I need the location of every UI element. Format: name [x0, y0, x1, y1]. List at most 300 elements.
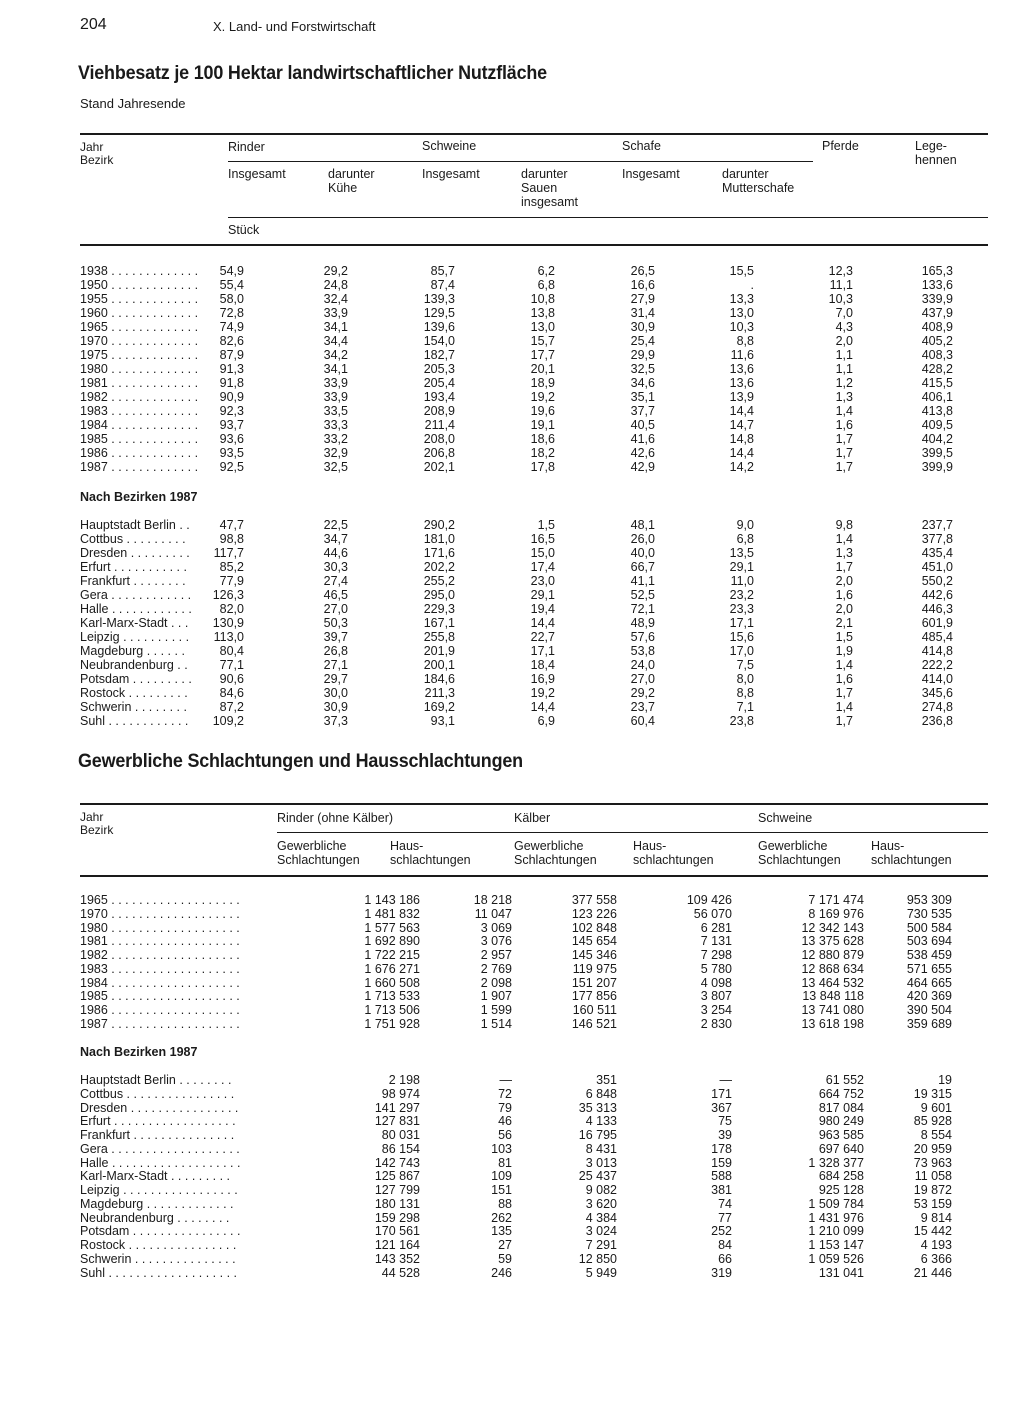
table-cell: 1 509 784: [808, 1196, 864, 1211]
table-row: [80, 306, 960, 320]
table-cell: 180 131: [374, 1196, 420, 1211]
table-cell: 18,6: [530, 432, 555, 446]
table-cell: 13,3: [729, 292, 754, 306]
table-cell: 14,7: [729, 418, 754, 432]
table-cell: 133,6: [921, 278, 953, 292]
table-cell: 16,9: [530, 672, 555, 686]
table-cell: 3 254: [700, 1003, 732, 1017]
table-cell: 23,3: [729, 602, 754, 616]
table-cell: 169,2: [423, 700, 455, 714]
table2-header-rinder-haus: Haus- schlachtungen: [390, 839, 471, 867]
table-cell: 119 975: [572, 961, 617, 976]
table-cell: 252: [711, 1224, 732, 1239]
table1-header-rinder-insgesamt: Insgesamt: [228, 167, 286, 181]
table-cell: 58,0: [219, 292, 244, 306]
table-cell: 404,2: [921, 432, 953, 446]
row-label: 1965 . . . . . . . . . . . . .: [80, 320, 199, 334]
table-cell: 30,9: [630, 320, 655, 334]
table-cell: 59: [498, 1251, 512, 1266]
row-label: Potsdam . . . . . . . . .: [80, 672, 192, 686]
table-cell: 82,6: [219, 334, 244, 348]
table-cell: 17,7: [530, 348, 555, 362]
table-row: [80, 390, 960, 404]
table-cell: 1,1: [835, 362, 853, 376]
table-cell: 27,1: [323, 658, 348, 672]
table-cell: 27,4: [323, 574, 348, 588]
table-row: [80, 949, 960, 963]
table-cell: 145 346: [571, 948, 617, 962]
table-cell: 255,8: [423, 630, 455, 644]
table-row: [80, 574, 960, 588]
row-label: 1982 . . . . . . . . . . . . .: [80, 390, 199, 404]
table-cell: 27,9: [630, 292, 655, 306]
table-row: [80, 630, 960, 644]
table-cell: 19,1: [530, 418, 555, 432]
table-cell: 32,4: [323, 292, 348, 306]
row-label: 1975 . . . . . . . . . . . . .: [80, 348, 199, 362]
table-row: [80, 292, 960, 306]
table-cell: 48,1: [630, 518, 655, 532]
table-cell: 435,4: [921, 546, 953, 560]
row-label: 1984 . . . . . . . . . . . . . . . . . . .: [80, 976, 240, 990]
table-cell: 1 431 976: [808, 1210, 864, 1225]
table1-header-schweine: Schweine: [422, 139, 477, 153]
row-label: Neubrandenburg . .: [80, 658, 188, 672]
table-cell: 413,8: [921, 404, 953, 418]
table-cell: 415,5: [921, 376, 953, 390]
table-row: [80, 278, 960, 292]
table-row: [80, 376, 960, 390]
table-cell: 1,4: [835, 658, 853, 672]
table-cell: 10,3: [729, 320, 754, 334]
table-cell: 9 814: [920, 1210, 952, 1225]
row-label: Frankfurt . . . . . . . .: [80, 574, 186, 588]
table-row: [80, 1074, 960, 1088]
table-cell: 98 974: [381, 1086, 420, 1101]
table-row: [80, 1143, 960, 1157]
table-cell: 54,9: [219, 264, 244, 278]
table-row: [80, 518, 960, 532]
table-cell: 19: [938, 1073, 952, 1087]
table-cell: 109 426: [686, 893, 732, 907]
table-cell: 27,0: [630, 672, 655, 686]
table-cell: 1,7: [835, 460, 853, 474]
table-cell: 211,4: [424, 418, 455, 432]
table-cell: 26,8: [323, 644, 348, 658]
table-cell: 351: [596, 1073, 617, 1087]
row-label: Frankfurt . . . . . . . . . . . . . . .: [80, 1129, 235, 1142]
table-cell: 139,3: [423, 292, 455, 306]
table-cell: 33,9: [323, 376, 348, 390]
table-cell: 9 601: [920, 1100, 952, 1115]
table-cell: 6 366: [920, 1251, 952, 1266]
table-cell: 2 198: [388, 1073, 420, 1087]
row-label: Gera . . . . . . . . . . . . . . . . . . .: [80, 1142, 240, 1156]
table-cell: 18,9: [530, 376, 555, 390]
table-cell: 88: [498, 1196, 512, 1211]
table-cell: 143 352: [374, 1251, 420, 1266]
table-cell: 14,2: [729, 460, 754, 474]
table-cell: 10,3: [828, 292, 853, 306]
table-cell: 13,8: [530, 306, 555, 320]
table-cell: 1,7: [835, 432, 853, 446]
chapter-title: X. Land- und Forstwirtschaft: [213, 19, 376, 34]
table-cell: 30,0: [323, 686, 348, 700]
table-cell: 390 504: [906, 1003, 952, 1017]
table-cell: 29,1: [729, 560, 754, 574]
row-label: 1970 . . . . . . . . . . . . . . . . . . .: [80, 907, 240, 921]
table-row: [80, 700, 960, 714]
table-cell: 159: [711, 1155, 732, 1170]
row-label: 1970 . . . . . . . . . . . . .: [80, 334, 199, 348]
table-cell: .: [750, 278, 754, 292]
table-cell: 12 850: [578, 1251, 617, 1266]
table-cell: 15,6: [729, 630, 754, 644]
table-cell: 399,9: [921, 460, 953, 474]
table-cell: 79: [498, 1100, 512, 1115]
table-cell: 1,6: [835, 418, 853, 432]
table-cell: 730 535: [906, 906, 952, 921]
table-row: [80, 1115, 960, 1129]
table-cell: 405,2: [921, 334, 953, 348]
table1-header-rinder: Rinder: [228, 140, 265, 154]
table-cell: 18,4: [530, 658, 555, 672]
table-cell: 953 309: [906, 893, 952, 907]
table-cell: 84: [718, 1238, 732, 1252]
table-cell: 1 713 506: [364, 1003, 420, 1017]
table-cell: 44 528: [381, 1265, 420, 1280]
table-cell: 154,0: [423, 334, 455, 348]
table-row: [80, 320, 960, 334]
table-cell: 103: [491, 1141, 512, 1156]
table-cell: 10,8: [530, 292, 555, 306]
row-label: Halle . . . . . . . . . . . . . . . . . . .: [80, 1156, 241, 1170]
table-cell: 2,0: [835, 602, 853, 616]
table-cell: 81: [498, 1155, 512, 1170]
table-cell: 31,4: [630, 306, 655, 320]
table-cell: 85 928: [913, 1114, 952, 1129]
table-cell: 60,4: [630, 714, 655, 728]
table-cell: 53 159: [913, 1196, 952, 1211]
table-row: [80, 588, 960, 602]
table-cell: 91,3: [219, 362, 244, 376]
table-cell: 3 013: [585, 1155, 617, 1170]
table-cell: 74,9: [219, 320, 244, 334]
table-cell: 15 442: [913, 1224, 952, 1239]
table-cell: 1 713 533: [364, 989, 420, 1004]
table-cell: 1,6: [835, 672, 853, 686]
table-cell: 262: [491, 1210, 512, 1225]
table-cell: 56: [498, 1128, 512, 1142]
table-row: [80, 1018, 960, 1032]
table-cell: 14,4: [729, 446, 754, 460]
table-cell: 6,9: [537, 714, 555, 728]
table-cell: 201,9: [423, 644, 455, 658]
table-cell: 24,8: [323, 278, 348, 292]
table-cell: 485,4: [921, 630, 953, 644]
table-cell: 9 082: [585, 1183, 617, 1197]
table-cell: 12 880 879: [801, 948, 864, 962]
table1-unit-label: Stück: [228, 223, 260, 237]
table-cell: 34,7: [323, 532, 348, 546]
table-cell: 414,0: [921, 672, 953, 686]
row-label: Leipzig . . . . . . . . . . . . . . . . .: [80, 1184, 238, 1197]
table-cell: 1 722 215: [364, 948, 420, 962]
table-cell: 255,2: [423, 574, 455, 588]
table-cell: 503 694: [906, 934, 952, 949]
table-cell: 1 660 508: [364, 975, 420, 990]
table-cell: 13 848 118: [802, 989, 864, 1004]
table-row: [80, 404, 960, 418]
table-cell: 1,1: [835, 348, 853, 362]
table-cell: 19,4: [530, 602, 555, 616]
table-cell: 339,9: [921, 292, 953, 306]
table-cell: 46,5: [323, 588, 348, 602]
table-cell: 44,6: [323, 546, 348, 560]
table-cell: 34,6: [630, 376, 655, 390]
table-cell: 29,2: [323, 264, 348, 278]
table-cell: 202,2: [423, 560, 455, 574]
table-cell: 90,6: [219, 672, 244, 686]
table-cell: 4 098: [700, 975, 732, 990]
table-cell: 23,0: [530, 574, 555, 588]
table-cell: 246: [491, 1265, 512, 1280]
table-cell: 39: [718, 1128, 732, 1142]
table1-header-bottom-rule: [80, 244, 988, 246]
table-cell: 11,6: [730, 348, 754, 362]
table-cell: 145 654: [571, 934, 617, 949]
table-cell: 17,1: [729, 616, 754, 630]
table-cell: 406,1: [921, 390, 953, 404]
table-cell: 1 692 890: [364, 934, 420, 949]
table-cell: 117,7: [213, 546, 244, 560]
table-cell: 42,6: [630, 446, 655, 460]
table-cell: 53,8: [630, 644, 655, 658]
table-cell: 684 258: [818, 1169, 864, 1184]
table-cell: 33,3: [323, 418, 348, 432]
table-row: [80, 1212, 960, 1226]
table-cell: 19,2: [530, 390, 555, 404]
table-cell: 165,3: [921, 264, 953, 278]
table-row: [80, 1184, 960, 1198]
table-cell: 193,4: [423, 390, 455, 404]
row-label: 1986 . . . . . . . . . . . . .: [80, 446, 199, 460]
table-cell: 86 154: [381, 1141, 420, 1156]
table-cell: 550,2: [921, 574, 953, 588]
table-cell: 1,4: [835, 532, 853, 546]
table2-header-bottom-rule: [80, 875, 988, 877]
table-cell: 61 552: [825, 1073, 864, 1087]
table-cell: 15,0: [530, 546, 555, 560]
table-cell: 8,8: [736, 686, 754, 700]
table-cell: 6,2: [537, 264, 555, 278]
row-label: Karl-Marx-Stadt . . .: [80, 616, 189, 630]
table-cell: 39,7: [323, 630, 348, 644]
table-row: [80, 532, 960, 546]
row-label: 1980 . . . . . . . . . . . . .: [80, 362, 199, 376]
table-cell: 14,8: [729, 432, 754, 446]
table-cell: 126,3: [212, 588, 244, 602]
table-cell: 571 655: [906, 961, 952, 976]
table-cell: 1,7: [835, 560, 853, 574]
table-cell: 55,4: [219, 278, 244, 292]
table-cell: 1 907: [480, 989, 512, 1004]
table-cell: 93,1: [430, 714, 455, 728]
table-cell: 20 959: [913, 1141, 952, 1156]
table-cell: 17,0: [729, 644, 754, 658]
table-cell: 538 459: [906, 948, 952, 962]
table-cell: 32,9: [323, 446, 348, 460]
table-cell: 182,7: [423, 348, 455, 362]
row-label: Schwerin . . . . . . . .: [80, 700, 187, 714]
table-cell: 178: [711, 1141, 732, 1156]
table-cell: 98,8: [219, 532, 244, 546]
table-cell: 30,3: [323, 560, 348, 574]
table-cell: 2 769: [480, 961, 512, 976]
table-cell: 19,2: [530, 686, 555, 700]
table-cell: 1,7: [835, 446, 853, 460]
table-cell: 420 369: [906, 989, 952, 1004]
table-cell: 6,8: [537, 278, 555, 292]
table-cell: 377,8: [921, 532, 953, 546]
table-cell: 41,6: [630, 432, 655, 446]
table-cell: 16 795: [578, 1128, 617, 1142]
table-cell: 13,0: [530, 320, 555, 334]
table-cell: 29,7: [323, 672, 348, 686]
row-label: 1981 . . . . . . . . . . . . . . . . . . .: [80, 935, 240, 949]
row-label: 1982 . . . . . . . . . . . . . . . . . . .: [80, 949, 240, 962]
table-cell: 359 689: [906, 1016, 952, 1031]
table-row: [80, 362, 960, 376]
table-cell: 24,0: [630, 658, 655, 672]
table-cell: 1,5: [835, 630, 853, 644]
table1-header-jahr-bezirk: Jahr Bezirk: [80, 140, 114, 167]
table-cell: 46: [498, 1114, 512, 1129]
table-cell: 29,9: [630, 348, 655, 362]
table-cell: 11,0: [730, 574, 754, 588]
table-cell: 13 464 532: [801, 975, 864, 990]
row-label: Suhl . . . . . . . . . . . . . . . . . . .: [80, 1266, 237, 1280]
table-cell: 2,0: [835, 334, 853, 348]
table-row: [80, 935, 960, 949]
table-cell: 8 431: [585, 1141, 617, 1156]
table-cell: 92,3: [219, 404, 244, 418]
table-cell: 80 031: [381, 1128, 420, 1142]
table-cell: 170 561: [374, 1224, 420, 1239]
table-cell: 3 620: [585, 1196, 617, 1211]
table-row: [80, 602, 960, 616]
table2-header-kaelber: Kälber: [514, 811, 551, 825]
table-row: [80, 1253, 960, 1267]
table-cell: 2,0: [835, 574, 853, 588]
table-cell: 19 872: [913, 1183, 952, 1197]
table-cell: 77,9: [219, 574, 244, 588]
row-label: 1955 . . . . . . . . . . . . .: [80, 292, 199, 306]
table-cell: 72,1: [630, 602, 655, 616]
table-cell: 50,3: [323, 616, 348, 630]
table-cell: 56 070: [693, 906, 732, 921]
table-cell: 21 446: [913, 1265, 952, 1280]
row-label: Neubrandenburg . . . . . . . .: [80, 1211, 230, 1225]
table-cell: 963 585: [818, 1128, 864, 1142]
row-label: 1985 . . . . . . . . . . . . . . . . . . .: [80, 990, 240, 1004]
table-cell: 151 207: [571, 975, 617, 990]
table-cell: 451,0: [921, 560, 953, 574]
table-cell: 381: [711, 1183, 732, 1197]
table-cell: 12 868 634: [801, 961, 864, 976]
table-cell: 82,0: [219, 602, 244, 616]
table-row: [80, 714, 960, 728]
table-cell: 15,7: [530, 334, 555, 348]
table-cell: 1 514: [480, 1016, 512, 1031]
table-cell: 1,9: [835, 644, 853, 658]
table-cell: 437,9: [921, 306, 953, 320]
table2-district-rows: [80, 1074, 960, 1280]
table-cell: 102 848: [571, 920, 617, 935]
table-cell: 7,0: [835, 306, 853, 320]
table-cell: 93,6: [219, 432, 244, 446]
table-cell: 52,5: [630, 588, 655, 602]
table-cell: 1,3: [835, 546, 853, 560]
table-cell: 151: [491, 1183, 512, 1197]
table1-header-schafe-insgesamt: Insgesamt: [622, 167, 680, 181]
table1-section-label: Nach Bezirken 1987: [80, 490, 198, 504]
table-cell: 211,3: [424, 686, 455, 700]
table-cell: 121 164: [374, 1238, 420, 1252]
table-row: [80, 446, 960, 460]
table-cell: 33,9: [323, 306, 348, 320]
table-cell: 13,6: [729, 376, 754, 390]
table-cell: 34,1: [323, 362, 348, 376]
table-cell: 206,8: [423, 446, 455, 460]
table-row: [80, 432, 960, 446]
table-cell: 464 665: [906, 975, 952, 990]
table-cell: 73 963: [913, 1155, 952, 1170]
table-cell: 7,1: [736, 700, 754, 714]
table-cell: 177 856: [571, 989, 617, 1004]
table2-header-rinder-gewerbliche: Gewerbliche Schlachtungen: [277, 839, 360, 867]
table-cell: 37,3: [323, 714, 348, 728]
table-row: [80, 1239, 960, 1253]
table-cell: 588: [711, 1169, 732, 1184]
table-cell: 1,5: [537, 518, 555, 532]
table-cell: 9,8: [835, 518, 853, 532]
row-label: Magdeburg . . . . . . . . . . . . .: [80, 1197, 234, 1211]
table-cell: 1,3: [835, 390, 853, 404]
row-label: 1980 . . . . . . . . . . . . . . . . . . .: [80, 921, 240, 935]
row-label: Magdeburg . . . . . .: [80, 644, 185, 658]
table2-top-rule: [80, 803, 988, 805]
row-label: 1965 . . . . . . . . . . . . . . . . . . .: [80, 894, 240, 907]
table-row: [80, 1267, 960, 1281]
table-cell: 85,2: [219, 560, 244, 574]
table-cell: 1 059 526: [808, 1251, 864, 1266]
table-row: [80, 1102, 960, 1116]
table-cell: 17,1: [530, 644, 555, 658]
table-cell: 500 584: [906, 920, 952, 935]
table2-header-jahr-bezirk: Jahr Bezirk: [80, 810, 114, 837]
table-cell: 295,0: [423, 588, 455, 602]
table-cell: 32,5: [630, 362, 655, 376]
table-cell: 205,3: [423, 362, 455, 376]
table2-group-rule: [277, 832, 988, 833]
table-cell: 408,3: [921, 348, 953, 362]
table-cell: 8 169 976: [808, 906, 864, 921]
table-cell: 664 752: [818, 1086, 864, 1101]
table-cell: 202,1: [423, 460, 455, 474]
table-row: [80, 264, 960, 278]
table-cell: 2 098: [480, 975, 512, 990]
